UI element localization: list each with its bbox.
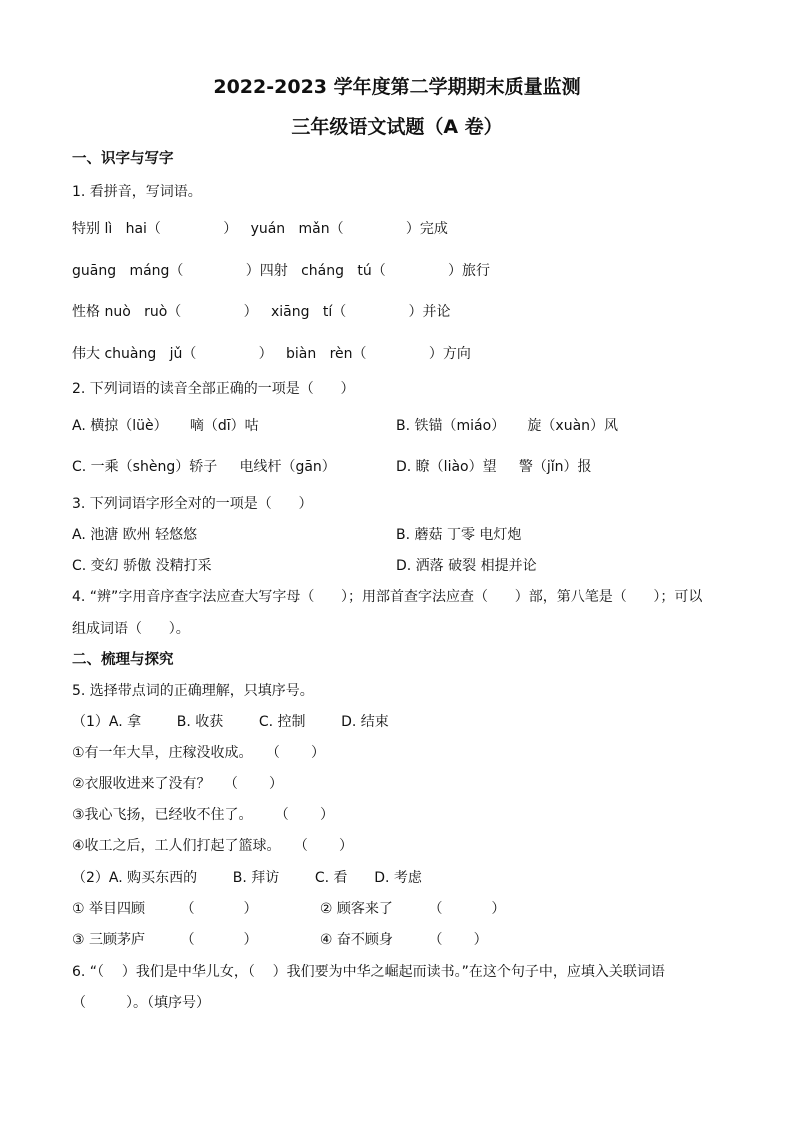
q2-stem: 2. 下列词语的读音全部正确的一项是（ ）: [72, 381, 355, 397]
q6-line-2: （ ）。（填序号）: [72, 995, 211, 1011]
q5-part1-item-3: ③我心飞扬，已经收不住了。 （ ）: [72, 807, 334, 823]
q5-part1-item-2: ②衣服收进来了没有？ （ ）: [72, 776, 284, 792]
q3-option-d: D. 洒落 破裂 相提并论: [396, 558, 537, 574]
q2-option-d: D. 瞭（liào）望 警（jǐn）报: [396, 459, 592, 475]
section-heading-1: 一、识字与写字: [72, 151, 174, 167]
q1-row-2: guāng máng（ ）四射 cháng tú（ ）旅行: [72, 263, 491, 279]
exam-subtitle: 三年级语文试题（A 卷）: [291, 116, 503, 138]
q1-row-1: 特别 lì hai（ ） yuán mǎn（ ）完成: [72, 221, 448, 237]
q1-row-4: 伟大 chuàng jǔ（ ） biàn rèn（ ）方向: [72, 346, 471, 362]
q3-option-a: A. 池溏 欧州 轻悠悠: [72, 527, 198, 543]
q1-row-3: 性格 nuò ruò（ ） xiāng tí（ ）并论: [72, 304, 451, 320]
q5-part1-options: （1）A. 拿 B. 收获 C. 控制 D. 结束: [72, 714, 389, 730]
q5-part2-options: （2）A. 购买东西的 B. 拜访 C. 看 D. 考虑: [72, 870, 422, 886]
q4-line-2: 组成词语（ ）。: [72, 621, 190, 637]
q3-option-c: C. 变幻 骄傲 没精打采: [72, 558, 212, 574]
q4-line-1: 4. “辨”字用音序查字法应查大写字母（ ）；用部首查字法应查（ ）部，第八笔是（ ）；可以: [72, 589, 703, 605]
q2-option-b: B. 铁锚（miáo） 旋（xuàn）风: [396, 418, 619, 434]
q3-option-b: B. 蘑菇 丁零 电灯炮: [396, 527, 522, 543]
q2-option-c: C. 一乘（shèng）轿子 电线杆（gān）: [72, 459, 336, 475]
q5-part2-items-row-1: ① 举目四顾 （ ） ② 顾客来了 （ ）: [72, 901, 506, 917]
section-heading-2: 二、梳理与探究: [72, 652, 174, 668]
q5-part1-item-4: ④收工之后，工人们打起了篮球。 （ ）: [72, 838, 354, 854]
q5-part2-items-row-2: ③ 三顾茅庐 （ ） ④ 奋不顾身 （ ）: [72, 932, 488, 948]
q1-stem: 1. 看拼音，写词语。: [72, 184, 202, 200]
q2-option-a: A. 横掠（lüè） 嘀（dī）咕: [72, 418, 259, 434]
q5-stem: 5. 选择带点词的正确理解，只填序号。: [72, 683, 314, 699]
q6-line-1: 6. “（ ）我们是中华儿女，（ ）我们要为中华之崛起而读书。”在这个句子中，应填入关联词语: [72, 964, 665, 980]
q5-part1-item-1: ①有一年大旱，庄稼没收成。 （ ）: [72, 745, 326, 761]
exam-title: 2022-2023 学年度第二学期期末质量监测: [213, 76, 581, 98]
q3-stem: 3. 下列词语字形全对的一项是（ ）: [72, 496, 313, 512]
